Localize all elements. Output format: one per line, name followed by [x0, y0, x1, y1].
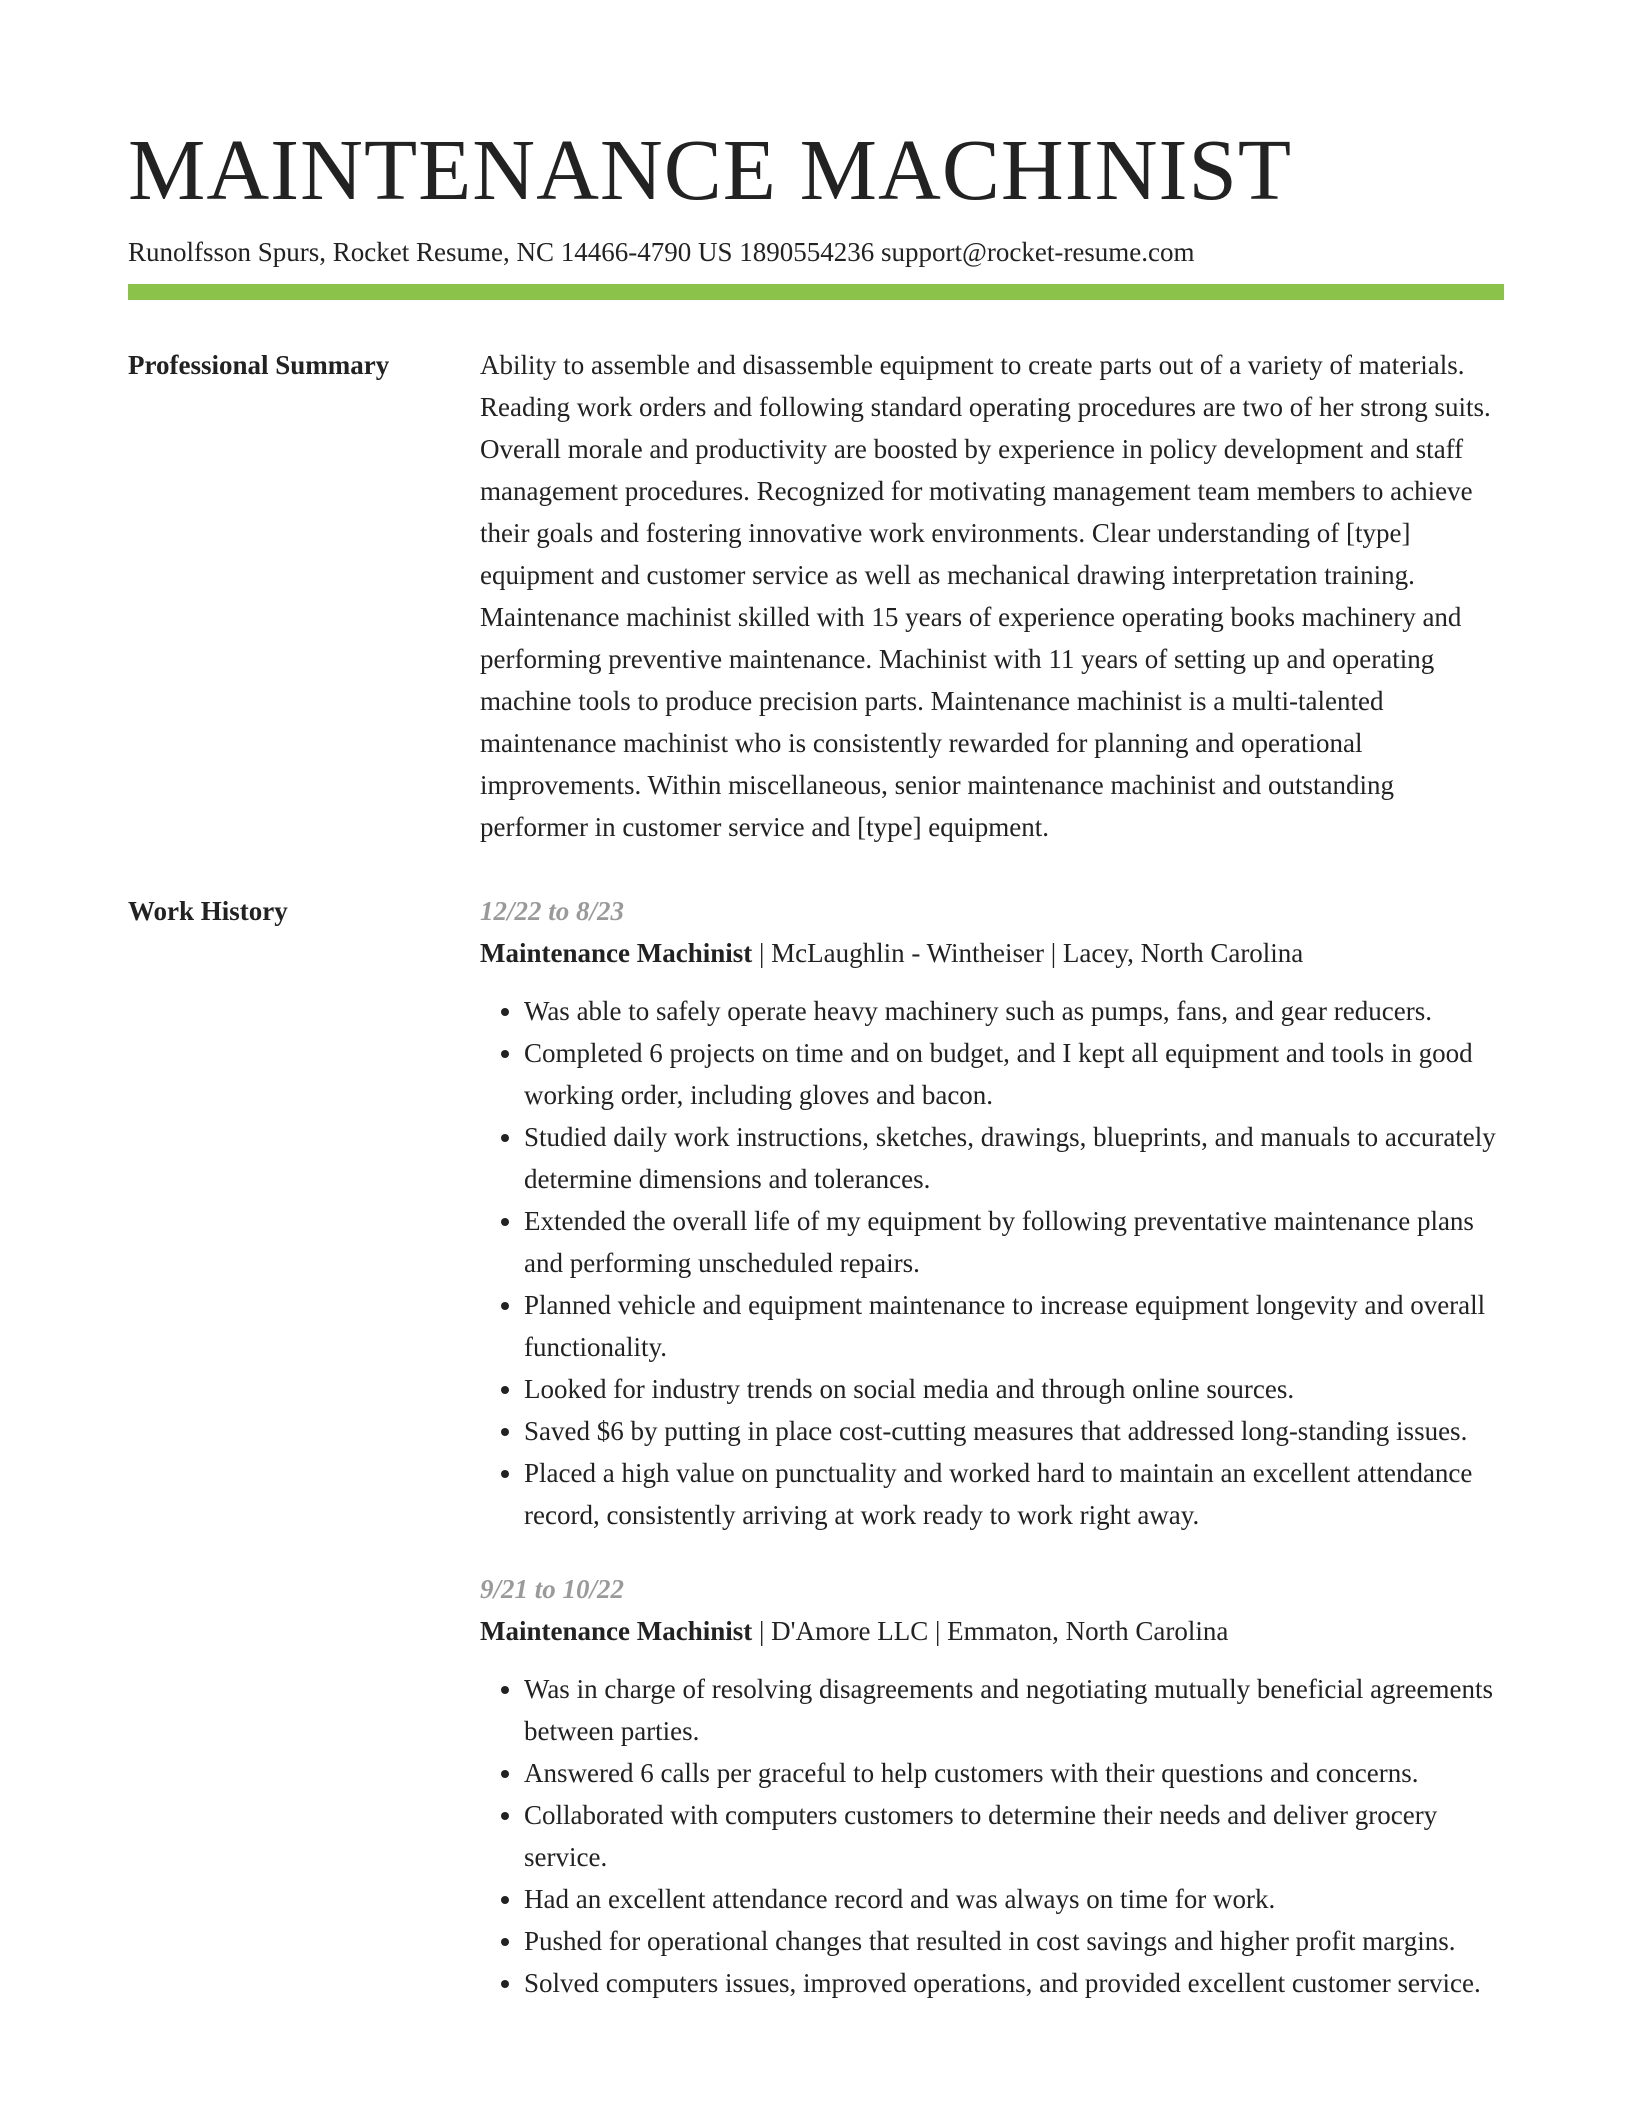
- job-bullet: • Collaborated with computers customers to determine their needs and deliver grocery service.: [524, 1794, 1504, 1878]
- job-dates: 12/22 to 8/23: [480, 896, 625, 926]
- job-bullet: • Answered 6 calls per graceful to help customers with their questions and concerns.: [524, 1752, 1504, 1794]
- job-entry: [480, 1568, 1504, 2004]
- job-bullets: [480, 1668, 1504, 2004]
- job-bullet: • Placed a high value on punctuality and worked hard to maintain an excellent attendance record, consistently arriving at work ready to work right away.: [524, 1452, 1504, 1536]
- job-bullet: • Looked for industry trends on social media and through online sources.: [524, 1368, 1504, 1410]
- professional-summary-section: [128, 344, 1504, 848]
- job-entry: [480, 890, 1504, 1536]
- resume-page: [128, 0, 1504, 2036]
- contact-line: Runolfsson Spurs, Rocket Resume, NC 14466-4790 US 1890554236 support@rocket-resume.com: [128, 237, 1195, 267]
- job-employer-location: | McLaughlin - Wintheiser | Lacey, North Carolina: [752, 938, 1304, 968]
- job-bullet: • Was in charge of resolving disagreements and negotiating mutually beneficial agreements between parties.: [524, 1668, 1504, 1752]
- job-employer-location: | D'Amore LLC | Emmaton, North Carolina: [752, 1616, 1229, 1646]
- job-bullet: • Solved computers issues, improved operations, and provided excellent customer service.: [524, 1962, 1504, 2004]
- job-bullet: • Extended the overall life of my equipment by following preventative maintenance plans and performing unscheduled repairs.: [524, 1200, 1504, 1284]
- section-heading: Work History: [128, 896, 288, 926]
- job-bullet: • Planned vehicle and equipment maintenance to increase equipment longevity and overall functionality.: [524, 1284, 1504, 1368]
- job-header: [480, 932, 1504, 974]
- job-bullets: [480, 990, 1504, 1536]
- resume-name: MAINTENANCE MACHINIST: [128, 121, 1293, 218]
- section-heading: Professional Summary: [128, 350, 390, 380]
- job-bullet: • Saved $6 by putting in place cost-cutting measures that addressed long-standing issues.: [524, 1410, 1504, 1452]
- work-history-section: [128, 890, 1504, 2036]
- job-bullet: • Was able to safely operate heavy machinery such as pumps, fans, and gear reducers.: [524, 990, 1504, 1032]
- header-divider: [128, 284, 1504, 300]
- job-bullet: • Completed 6 projects on time and on budget, and I kept all equipment and tools in good working order, including gloves and bacon.: [524, 1032, 1504, 1116]
- job-dates: 9/21 to 10/22: [480, 1574, 625, 1604]
- job-bullet: • Pushed for operational changes that resulted in cost savings and higher profit margins.: [524, 1920, 1504, 1962]
- job-title: Maintenance Machinist: [480, 938, 753, 968]
- job-bullet: • Had an excellent attendance record and was always on time for work.: [524, 1878, 1504, 1920]
- summary-text: Ability to assemble and disassemble equipment to create parts out of a variety of materials. Reading work orders and following standard operating procedures are two of her strong suits. Overall morale and productivity are boosted by experience in policy development and staff management procedures. Recognized for motivating management team members to achieve their goals and fostering innovative work environments. Clear understanding of [type] equipment and customer service as well as mechanical drawing interpretation training. Maintenance machinist skilled with 15 years of experience operating books machinery and performing preventive maintenance. Machinist with 11 years of setting up and operating machine tools to produce precision parts. Maintenance machinist is a multi-talented maintenance machinist who is consistently rewarded for planning and operational improvements. Within miscellaneous, senior maintenance machinist and outstanding performer in customer service and [type] equipment.: [480, 350, 1491, 842]
- job-header: [480, 1610, 1504, 1652]
- job-bullet: • Studied daily work instructions, sketches, drawings, blueprints, and manuals to accurately determine dimensions and tolerances.: [524, 1116, 1504, 1200]
- job-title: Maintenance Machinist: [480, 1616, 753, 1646]
